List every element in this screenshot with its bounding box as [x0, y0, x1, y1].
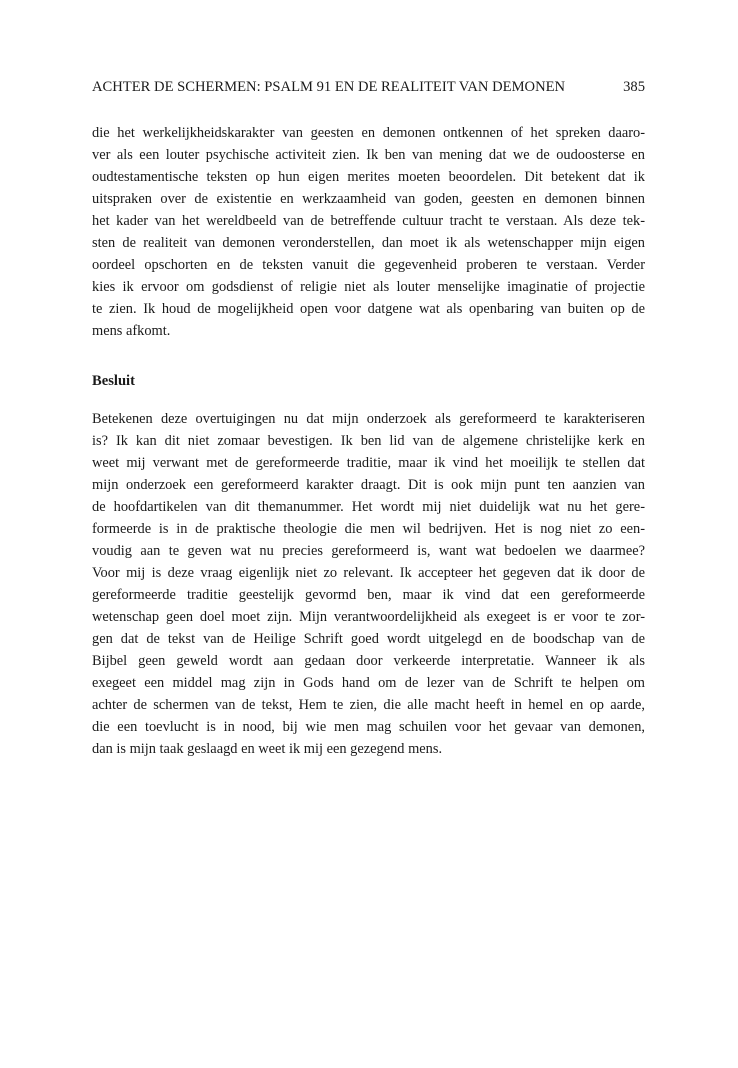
text-line: Bijbel geen geweld wordt aan gedaan door verkeerde interpretatie. Wanneer ik als	[92, 653, 645, 669]
text-line: achter de schermen van de tekst, Hem te zien, die alle macht heeft in hemel en op aarde,	[92, 697, 645, 713]
text-line: mijn onderzoek een gereformeerd karakter draagt. Dit is ook mijn punt ten aanzien van	[92, 477, 645, 493]
text-line: het kader van het wereldbeeld van de betreffende cultuur tracht te verstaan. Als deze tek-	[92, 213, 645, 229]
text-line: gereformeerde traditie geestelijk gevormd ben, maar ik vind dat een gereformeerde	[92, 587, 645, 603]
text-line: weet mij verwant met de gereformeerde traditie, maar ik vind het moeilijk te stellen dat	[92, 455, 645, 471]
text-line: oudtestamentische teksten op hun eigen merites moeten beoordelen. Dit betekent dat ik	[92, 169, 645, 185]
text-line: uitspraken over de existentie en werkzaamheid van goden, geesten en demonen binnen	[92, 191, 645, 207]
text-line: gen dat de tekst van de Heilige Schrift goed wordt uitgelegd en de boodschap van de	[92, 631, 645, 647]
text-line: die een toevlucht is in nood, bij wie men mag schuilen voor het gevaar van demonen,	[92, 719, 645, 735]
text-line: dan is mijn taak geslaagd en weet ik mij een gezegend mens.	[92, 741, 443, 757]
paragraph-besluit	[92, 408, 645, 760]
text-line: ver als een louter psychische activiteit zien. Ik ben van mening dat we de oudoosterse en	[92, 147, 645, 163]
text-line: mens afkomt.	[92, 323, 171, 339]
text-line: Betekenen deze overtuigingen nu dat mijn onderzoek als gereformeerd te karakteriseren	[92, 411, 645, 427]
text-line: Voor mij is deze vraag eigenlijk niet zo relevant. Ik accepteer het gegeven dat ik door de	[92, 565, 645, 581]
text-line: exegeet een middel mag zijn in Gods hand om de lezer van de Schrift te helpen om	[92, 675, 645, 691]
text-line: te zien. Ik houd de mogelijkheid open voor datgene wat als openbaring van buiten op de	[92, 301, 645, 317]
running-title: ACHTER DE SCHERMEN: PSALM 91 EN DE REALITEIT VAN DEMONEN	[92, 79, 566, 95]
text-line: wetenschap geen doel moet zijn. Mijn verantwoordelijkheid als exegeet is er voor te zor-	[92, 609, 645, 625]
page-number: 385	[623, 79, 645, 95]
section-heading: Besluit	[92, 373, 135, 389]
text-line: formeerde is in de praktische theologie die men wil bedrijven. Het is nog niet zo een-	[92, 521, 645, 537]
text-line: is? Ik kan dit niet zomaar bevestigen. Ik ben lid van de algemene christelijke kerk en	[92, 433, 645, 449]
text-line: sten de realiteit van demonen veronderstellen, dan moet ik als wetenschapper mijn eigen	[92, 235, 645, 251]
text-line: kies ik ervoor om godsdienst of religie niet als louter menselijke imaginatie of projectie	[92, 279, 645, 295]
text-line: de hoofdartikelen van dit themanummer. Het wordt mij niet duidelijk wat nu het gere-	[92, 499, 645, 515]
paragraph-continuation	[92, 122, 645, 342]
text-line: oordeel opschorten en de teksten vanuit die gegevenheid proberen te verstaan. Verder	[92, 257, 645, 273]
text-line: voudig aan te geven wat nu precies gereformeerd is, want wat bedoelen we daarmee?	[92, 543, 645, 559]
text-line: die het werkelijkheidskarakter van geesten en demonen ontkennen of het spreken daaro-	[92, 125, 645, 141]
